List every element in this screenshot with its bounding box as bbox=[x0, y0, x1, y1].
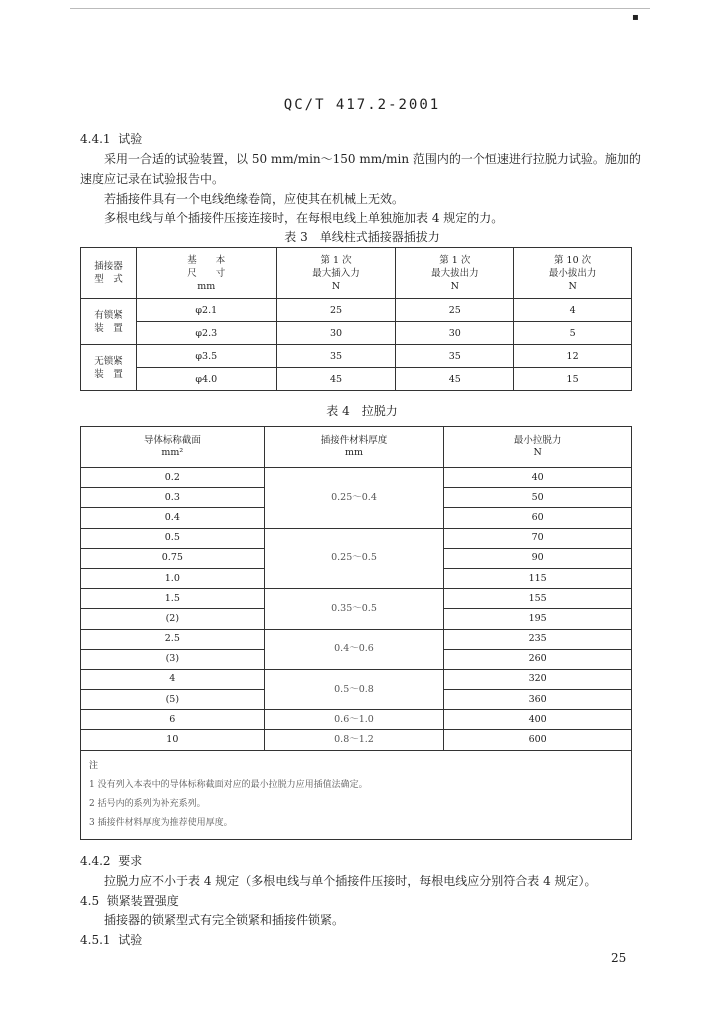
cell: 4 bbox=[514, 299, 632, 322]
cell: (2) bbox=[81, 609, 265, 629]
cell: 0.4 bbox=[81, 508, 265, 528]
cell: 360 bbox=[444, 690, 632, 710]
thickness-cell: 0.5～0.8 bbox=[264, 669, 444, 709]
paragraph: 拉脱力应不小于表 4 规定（多根电线与单个插接件压接时，每根电线应分别符合表 4 规定）。 bbox=[104, 874, 597, 888]
cell: 45 bbox=[276, 368, 396, 391]
cell: 0.3 bbox=[81, 488, 265, 508]
table-row bbox=[81, 730, 632, 750]
header-size: 基 本 尺 寸 mm bbox=[136, 248, 276, 299]
cell: 10 bbox=[81, 730, 265, 750]
top-border-line bbox=[70, 8, 650, 9]
table-header-row bbox=[81, 427, 632, 468]
table-row bbox=[81, 322, 632, 345]
thickness-cell: 0.8～1.2 bbox=[264, 730, 444, 750]
table-3 bbox=[80, 247, 632, 391]
group-label: 无锁紧 装 置 bbox=[81, 345, 137, 391]
note-item: 2 括号内的系列为补充系列。 bbox=[89, 798, 206, 809]
table-3-caption: 表 3 单线柱式插接器插拔力 bbox=[284, 230, 440, 244]
cell: 40 bbox=[444, 468, 632, 488]
thickness-cell: 0.25～0.5 bbox=[264, 528, 444, 589]
cell: 30 bbox=[396, 322, 514, 345]
table-row bbox=[81, 629, 632, 649]
cell: 600 bbox=[444, 730, 632, 750]
thickness-cell: 0.35～0.5 bbox=[264, 589, 444, 629]
header-force: 最小拉脱力 N bbox=[444, 427, 632, 468]
cell: φ4.0 bbox=[136, 368, 276, 391]
table-4-caption: 表 4 拉脱力 bbox=[326, 404, 398, 418]
cell: 115 bbox=[444, 568, 632, 588]
table-header-row bbox=[81, 248, 632, 299]
cell: (3) bbox=[81, 649, 265, 669]
cell: 195 bbox=[444, 609, 632, 629]
section-4-4-1-heading bbox=[80, 129, 142, 149]
note-item: 1 没有列入本表中的导体标称截面对应的最小拉脱力应用插值法确定。 bbox=[89, 779, 368, 790]
cell: φ2.3 bbox=[136, 322, 276, 345]
table-4 bbox=[80, 426, 632, 840]
header-insert-force: 第 1 次 最大插入力 N bbox=[276, 248, 396, 299]
thickness-cell: 0.4～0.6 bbox=[264, 629, 444, 669]
cell: 235 bbox=[444, 629, 632, 649]
cell: 1.0 bbox=[81, 568, 265, 588]
section-number: 4.5.1 bbox=[80, 933, 111, 947]
thickness-cell: 0.25～0.4 bbox=[264, 468, 444, 529]
cell: 30 bbox=[276, 322, 396, 345]
standard-code-header: QC/T 417.2-2001 bbox=[283, 97, 441, 113]
cell: 4 bbox=[81, 669, 265, 689]
cell: 260 bbox=[444, 649, 632, 669]
table-row bbox=[81, 299, 632, 322]
header-area: 导体标称截面 mm² bbox=[81, 427, 265, 468]
cell: 15 bbox=[514, 368, 632, 391]
table-row bbox=[81, 669, 632, 689]
note-item: 3 插接件材料厚度为推荐使用厚度。 bbox=[89, 817, 233, 828]
header-type: 插接器 型 式 bbox=[81, 248, 137, 299]
header-thickness: 插接件材料厚度 mm bbox=[264, 427, 444, 468]
cell: 90 bbox=[444, 548, 632, 568]
cell: (5) bbox=[81, 690, 265, 710]
cell: 0.75 bbox=[81, 548, 265, 568]
cell: 45 bbox=[396, 368, 514, 391]
cell: 1.5 bbox=[81, 589, 265, 609]
paragraph: 插接器的锁紧型式有完全锁紧和插接件锁紧。 bbox=[104, 913, 345, 927]
paragraph: 多根电线与单个插接件压接连接时，在每根电线上单独施加表 4 规定的力。 bbox=[104, 211, 504, 225]
cell: 0.5 bbox=[81, 528, 265, 548]
section-title: 锁紧装置强度 bbox=[106, 894, 179, 908]
section-number: 4.4.1 bbox=[80, 132, 111, 146]
page-number: 25 bbox=[611, 951, 627, 965]
cell: φ2.1 bbox=[136, 299, 276, 322]
table-notes-row bbox=[81, 750, 632, 839]
table-row bbox=[81, 710, 632, 730]
table-row bbox=[81, 345, 632, 368]
cell: 35 bbox=[396, 345, 514, 368]
paragraph: 采用一合适的试验装置，以 50 mm/min～150 mm/min 范围内的一个恒速进行拉脱力试验。施加的 bbox=[104, 152, 641, 166]
header-extract-10th: 第 10 次 最小拔出力 N bbox=[514, 248, 632, 299]
table-row bbox=[81, 528, 632, 548]
section-4-5-1-heading bbox=[80, 930, 142, 950]
group-label: 有锁紧 装 置 bbox=[81, 299, 137, 345]
cell: 2.5 bbox=[81, 629, 265, 649]
thickness-cell: 0.6～1.0 bbox=[264, 710, 444, 730]
cell: 35 bbox=[276, 345, 396, 368]
section-4-4-2-heading bbox=[80, 851, 142, 871]
cell: 6 bbox=[81, 710, 265, 730]
cell: 60 bbox=[444, 508, 632, 528]
table-row bbox=[81, 368, 632, 391]
section-title: 试验 bbox=[118, 933, 143, 947]
cell: 50 bbox=[444, 488, 632, 508]
section-title: 试验 bbox=[118, 132, 143, 146]
cell: 0.2 bbox=[81, 468, 265, 488]
scan-mark: ▪ bbox=[632, 12, 639, 23]
notes-title: 注 bbox=[89, 760, 99, 771]
section-title: 要求 bbox=[118, 854, 143, 868]
paragraph: 若插接件具有一个电线绝缘卷筒，应使其在机械上无效。 bbox=[104, 192, 405, 206]
paragraph: 速度应记录在试验报告中。 bbox=[80, 172, 225, 186]
table-notes bbox=[81, 750, 632, 839]
section-4-5-heading bbox=[80, 891, 179, 911]
cell: 155 bbox=[444, 589, 632, 609]
cell: 400 bbox=[444, 710, 632, 730]
cell: 70 bbox=[444, 528, 632, 548]
cell: 25 bbox=[276, 299, 396, 322]
section-number: 4.4.2 bbox=[80, 854, 111, 868]
table-row bbox=[81, 589, 632, 609]
cell: φ3.5 bbox=[136, 345, 276, 368]
cell: 12 bbox=[514, 345, 632, 368]
section-number: 4.5 bbox=[80, 894, 100, 908]
cell: 320 bbox=[444, 669, 632, 689]
header-extract-force: 第 1 次 最大拔出力 N bbox=[396, 248, 514, 299]
cell: 25 bbox=[396, 299, 514, 322]
table-row bbox=[81, 468, 632, 488]
cell: 5 bbox=[514, 322, 632, 345]
